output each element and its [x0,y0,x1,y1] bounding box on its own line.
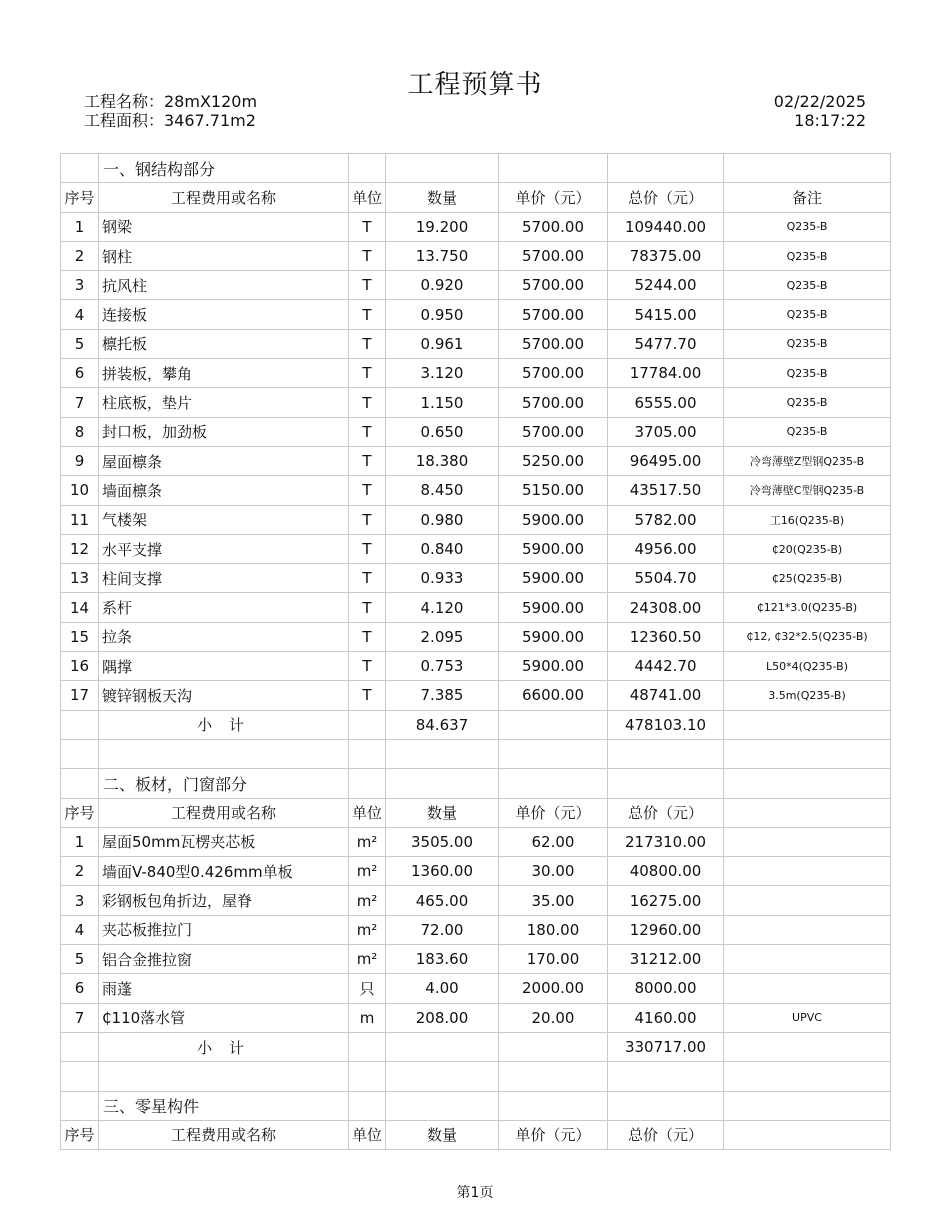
cell-unit: T [349,505,386,534]
cell-qty: 18.380 [386,446,499,475]
cell-unit: m² [349,945,386,974]
print-timestamp [774,92,866,130]
table-row [61,681,891,710]
empty-cell [724,1032,891,1061]
cell-name: 屋面檩条 [99,446,349,475]
cell-note [724,945,891,974]
blank-row [61,1062,891,1091]
cell-unit: T [349,476,386,505]
cell-total: 4442.70 [608,652,724,681]
empty-cell [499,710,608,739]
empty-cell [61,1062,99,1091]
cell-price: 5900.00 [499,505,608,534]
project-area: 工程面积：3467.71m2 [84,111,256,130]
empty-cell [499,769,608,798]
empty-cell [349,769,386,798]
header-name: 工程费用或名称 [99,798,349,827]
empty-cell [349,710,386,739]
empty-cell [608,769,724,798]
empty-cell [386,739,499,768]
cell-qty: 465.00 [386,886,499,915]
cell-price: 5250.00 [499,446,608,475]
table-row [61,857,891,886]
cell-qty: 3.120 [386,359,499,388]
cell-note: Q235-B [724,212,891,241]
project-info [84,92,257,130]
cell-name: ₵110落水管 [99,1003,349,1032]
table-row [61,593,891,622]
cell-unit: T [349,212,386,241]
table-row [61,241,891,270]
empty-cell [724,739,891,768]
cell-total: 96495.00 [608,446,724,475]
empty-cell [724,710,891,739]
table-row [61,652,891,681]
cell-unit: T [349,593,386,622]
subtotal-label: 小 计 [99,710,349,739]
cell-qty: 0.650 [386,417,499,446]
empty-cell [724,1091,891,1120]
header-total: 总价（元） [608,183,724,212]
cell-seq: 4 [61,915,99,944]
empty-cell [61,769,99,798]
column-header-row [61,798,891,827]
header-unit: 单位 [349,1120,386,1149]
cell-price: 5900.00 [499,593,608,622]
cell-unit: T [349,271,386,300]
cell-name: 拼装板，攀角 [99,359,349,388]
empty-cell [61,154,99,183]
section-title-row [61,154,891,183]
cell-note: Q235-B [724,417,891,446]
cell-name: 封口板，加劲板 [99,417,349,446]
cell-price: 5900.00 [499,564,608,593]
empty-cell [61,710,99,739]
section-title: 二、板材，门窗部分 [99,769,349,798]
cell-note [724,886,891,915]
cell-qty: 0.753 [386,652,499,681]
header-note: 备注 [724,183,891,212]
cell-qty: 0.950 [386,300,499,329]
cell-qty: 183.60 [386,945,499,974]
cell-total: 5477.70 [608,329,724,358]
cell-qty: 3505.00 [386,827,499,856]
cell-qty: 19.200 [386,212,499,241]
cell-qty: 4.120 [386,593,499,622]
empty-cell [499,739,608,768]
cell-name: 墙面V-840型0.426mm单板 [99,857,349,886]
header-qty: 数量 [386,798,499,827]
subtotal-qty [386,1032,499,1061]
cell-note: UPVC [724,1003,891,1032]
cell-note: ₵121*3.0(Q235-B) [724,593,891,622]
cell-unit: T [349,417,386,446]
cell-unit: T [349,300,386,329]
cell-seq: 11 [61,505,99,534]
table-row [61,1003,891,1032]
empty-cell [499,1032,608,1061]
cell-price: 35.00 [499,886,608,915]
cell-qty: 0.980 [386,505,499,534]
cell-note: 3.5m(Q235-B) [724,681,891,710]
cell-qty: 72.00 [386,915,499,944]
cell-name: 钢梁 [99,212,349,241]
header-price: 单价（元） [499,798,608,827]
cell-price: 5150.00 [499,476,608,505]
table-row [61,534,891,563]
cell-note: Q235-B [724,241,891,270]
cell-note: Q235-B [724,359,891,388]
cell-total: 43517.50 [608,476,724,505]
section-title: 三、零星构件 [99,1091,349,1120]
cell-name: 墙面檩条 [99,476,349,505]
cell-unit: T [349,564,386,593]
table-row [61,300,891,329]
header-seq: 序号 [61,1120,99,1149]
empty-cell [608,739,724,768]
cell-total: 5244.00 [608,271,724,300]
cell-name: 连接板 [99,300,349,329]
empty-cell [499,1091,608,1120]
header-seq: 序号 [61,798,99,827]
cell-unit: m² [349,886,386,915]
table-row [61,974,891,1003]
empty-cell [499,154,608,183]
cell-name: 雨蓬 [99,974,349,1003]
header-qty: 数量 [386,1120,499,1149]
table-row [61,212,891,241]
cell-name: 檩托板 [99,329,349,358]
cell-total: 4160.00 [608,1003,724,1032]
cell-unit: m² [349,827,386,856]
cell-seq: 2 [61,857,99,886]
empty-cell [724,1062,891,1091]
blank-row [61,739,891,768]
subtotal-label: 小 计 [99,1032,349,1061]
empty-cell [386,1091,499,1120]
cell-price: 5900.00 [499,534,608,563]
cell-total: 16275.00 [608,886,724,915]
cell-price: 5900.00 [499,622,608,651]
table-row [61,827,891,856]
project-name: 工程名称：28mX120m [84,92,258,111]
header-name: 工程费用或名称 [99,183,349,212]
cell-price: 20.00 [499,1003,608,1032]
cell-unit: T [349,388,386,417]
cell-qty: 4.00 [386,974,499,1003]
cell-name: 柱底板，垫片 [99,388,349,417]
cell-name: 彩钢板包角折边，屋脊 [99,886,349,915]
empty-cell [99,1062,349,1091]
header-total: 总价（元） [608,1120,724,1149]
section-title-row [61,1091,891,1120]
cell-total: 78375.00 [608,241,724,270]
cell-total: 217310.00 [608,827,724,856]
cell-name: 钢柱 [99,241,349,270]
cell-qty: 13.750 [386,241,499,270]
cell-note [724,857,891,886]
cell-price: 30.00 [499,857,608,886]
cell-seq: 13 [61,564,99,593]
table-row [61,329,891,358]
table-row [61,622,891,651]
cell-note: 工16(Q235-B) [724,505,891,534]
cell-qty: 7.385 [386,681,499,710]
cell-total: 31212.00 [608,945,724,974]
table-row [61,417,891,446]
cell-seq: 4 [61,300,99,329]
cell-name: 气楼架 [99,505,349,534]
cell-name: 夹芯板推拉门 [99,915,349,944]
section-title-row [61,769,891,798]
header-seq: 序号 [61,183,99,212]
cell-unit: T [349,622,386,651]
cell-price: 5700.00 [499,241,608,270]
header-unit: 单位 [349,798,386,827]
cell-name: 水平支撑 [99,534,349,563]
empty-cell [724,798,891,827]
cell-seq: 5 [61,329,99,358]
cell-total: 48741.00 [608,681,724,710]
subtotal-row [61,1032,891,1061]
print-date: 02/22/2025 [773,92,866,111]
cell-name: 拉条 [99,622,349,651]
table-row [61,505,891,534]
cell-unit: T [349,359,386,388]
cell-seq: 3 [61,886,99,915]
header-qty: 数量 [386,183,499,212]
cell-seq: 6 [61,974,99,1003]
cell-total: 40800.00 [608,857,724,886]
cell-qty: 0.933 [386,564,499,593]
table-row [61,388,891,417]
cell-total: 17784.00 [608,359,724,388]
cell-seq: 14 [61,593,99,622]
subtotal-row [61,710,891,739]
empty-cell [61,739,99,768]
table-row [61,564,891,593]
empty-cell [499,1062,608,1091]
cell-name: 铝合金推拉窗 [99,945,349,974]
cell-seq: 1 [61,827,99,856]
cell-seq: 3 [61,271,99,300]
empty-cell [349,739,386,768]
cell-note: ₵12, ₵32*2.5(Q235-B) [724,622,891,651]
cell-price: 5900.00 [499,652,608,681]
cell-total: 5415.00 [608,300,724,329]
cell-name: 屋面50mm瓦楞夹芯板 [99,827,349,856]
cell-price: 5700.00 [499,388,608,417]
cell-total: 24308.00 [608,593,724,622]
cell-price: 5700.00 [499,417,608,446]
cell-seq: 10 [61,476,99,505]
header-price: 单价（元） [499,183,608,212]
section-title: 一、钢结构部分 [99,154,349,183]
empty-cell [386,1062,499,1091]
cell-price: 180.00 [499,915,608,944]
table-row [61,886,891,915]
cell-price: 5700.00 [499,300,608,329]
subtotal-total: 478103.10 [608,710,724,739]
cell-note [724,915,891,944]
cell-unit: T [349,446,386,475]
subtotal-total: 330717.00 [608,1032,724,1061]
cell-name: 柱间支撑 [99,564,349,593]
cell-total: 12960.00 [608,915,724,944]
cell-unit: T [349,652,386,681]
header-price: 单价（元） [499,1120,608,1149]
header-total: 总价（元） [608,798,724,827]
empty-cell [99,739,349,768]
cell-price: 5700.00 [499,212,608,241]
empty-cell [61,1032,99,1061]
cell-seq: 6 [61,359,99,388]
cell-note: ₵20(Q235-B) [724,534,891,563]
cell-unit: m [349,1003,386,1032]
cell-unit: T [349,329,386,358]
budget-table [60,153,891,1150]
header-name: 工程费用或名称 [99,1120,349,1149]
empty-cell [349,154,386,183]
cell-name: 镀锌钢板天沟 [99,681,349,710]
cell-qty: 0.840 [386,534,499,563]
cell-price: 62.00 [499,827,608,856]
cell-seq: 5 [61,945,99,974]
document-title: 工程预算书 [407,70,543,100]
empty-cell [724,1120,891,1149]
table-row [61,271,891,300]
table-row [61,915,891,944]
empty-cell [608,1091,724,1120]
cell-total: 5504.70 [608,564,724,593]
cell-total: 8000.00 [608,974,724,1003]
empty-cell [386,769,499,798]
cell-seq: 12 [61,534,99,563]
cell-seq: 15 [61,622,99,651]
cell-name: 隅撑 [99,652,349,681]
cell-note: ₵25(Q235-B) [724,564,891,593]
empty-cell [349,1062,386,1091]
cell-unit: 只 [349,974,386,1003]
empty-cell [724,769,891,798]
empty-cell [608,154,724,183]
cell-unit: T [349,534,386,563]
cell-unit: T [349,241,386,270]
cell-qty: 0.961 [386,329,499,358]
table-row [61,446,891,475]
cell-seq: 17 [61,681,99,710]
cell-qty: 208.00 [386,1003,499,1032]
cell-name: 系杆 [99,593,349,622]
empty-cell [608,1062,724,1091]
cell-seq: 1 [61,212,99,241]
header-unit: 单位 [349,183,386,212]
cell-note: Q235-B [724,388,891,417]
cell-qty: 8.450 [386,476,499,505]
cell-total: 5782.00 [608,505,724,534]
subtotal-qty: 84.637 [386,710,499,739]
cell-qty: 1360.00 [386,857,499,886]
cell-total: 3705.00 [608,417,724,446]
cell-unit: m² [349,857,386,886]
cell-unit: m² [349,915,386,944]
print-time: 18:17:22 [794,111,866,130]
cell-qty: 2.095 [386,622,499,651]
empty-cell [724,154,891,183]
empty-cell [349,1032,386,1061]
cell-price: 5700.00 [499,359,608,388]
cell-seq: 9 [61,446,99,475]
empty-cell [386,154,499,183]
cell-note: Q235-B [724,271,891,300]
table-row [61,945,891,974]
empty-cell [61,1091,99,1120]
cell-note [724,974,891,1003]
cell-seq: 7 [61,1003,99,1032]
cell-unit: T [349,681,386,710]
cell-name: 抗风柱 [99,271,349,300]
cell-total: 4956.00 [608,534,724,563]
cell-qty: 1.150 [386,388,499,417]
cell-seq: 2 [61,241,99,270]
cell-qty: 0.920 [386,271,499,300]
cell-price: 5700.00 [499,271,608,300]
column-header-row [61,1120,891,1149]
cell-note: 冷弯薄壁C型钢Q235-B [724,476,891,505]
cell-note [724,827,891,856]
cell-note: Q235-B [724,329,891,358]
cell-price: 6600.00 [499,681,608,710]
cell-seq: 16 [61,652,99,681]
empty-cell [349,1091,386,1120]
column-header-row [61,183,891,212]
cell-note: Q235-B [724,300,891,329]
cell-total: 12360.50 [608,622,724,651]
table-row [61,476,891,505]
cell-total: 109440.00 [608,212,724,241]
cell-total: 6555.00 [608,388,724,417]
page-number: 第1页 [456,1185,494,1201]
cell-note: L50*4(Q235-B) [724,652,891,681]
cell-seq: 8 [61,417,99,446]
cell-price: 2000.00 [499,974,608,1003]
cell-price: 170.00 [499,945,608,974]
table-row [61,359,891,388]
cell-seq: 7 [61,388,99,417]
cell-note: 冷弯薄壁Z型钢Q235-B [724,446,891,475]
cell-price: 5700.00 [499,329,608,358]
